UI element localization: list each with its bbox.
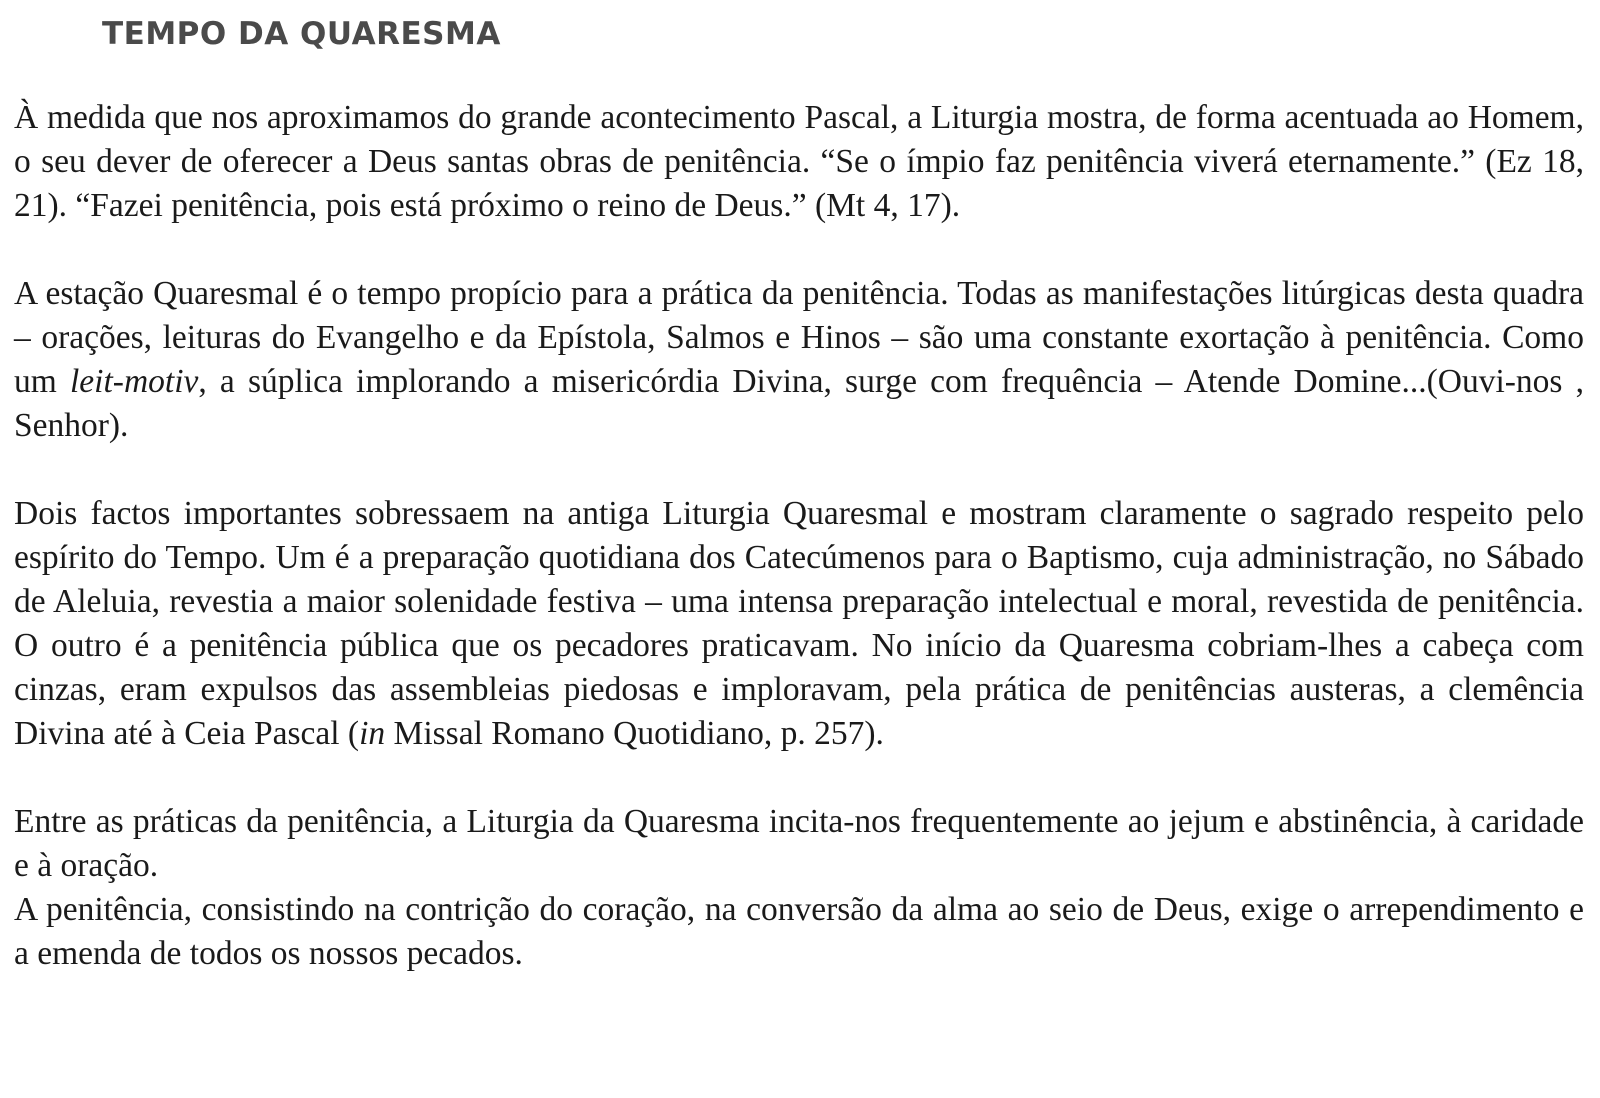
paragraph-text: Dois factos importantes sobressaem na antiga Liturgia Quaresmal e mostram claramente o sagrado respeito pelo espírito do Tempo. Um é a preparação quotidiana dos Catecúmenos para o Baptismo, cuja administração, no Sábado de Aleluia, revestia a maior solenidade festiva – uma intensa preparação intelectual e moral, revestida de penitência. O outro é a penitência pública que os pecadores praticavam. No início da Quaresma cobriam-lhes a cabeça com cinzas, eram expulsos das assembleias piedosas e imploravam, pela prática de penitências austeras, a clemência Divina até à Ceia Pascal ( [14, 495, 1584, 752]
paragraph-intro: À medida que nos aproximamos do grande acontecimento Pascal, a Liturgia mostra, de forma acentuada ao Homem, o seu dever de oferecer a Deus santas obras de penitência. “Se o ímpio faz penitência viverá eternamente.” (Ez 18, 21). “Fazei penitência, pois está próximo o reino de Deus.” (Mt 4, 17). [14, 99, 1584, 224]
paragraph-text: , a súplica implorando a misericórdia Divina, surge com frequência – Atende Domine...(Ouvi-nos , Senhor). [14, 363, 1585, 444]
paragraph-ancient-liturgy [14, 492, 1584, 756]
italic-term: in [359, 715, 386, 752]
paragraph-text: Missal Romano Quotidiano, p. 257). [385, 715, 884, 752]
paragraph-penance: A penitência, consistindo na contrição do coração, na conversão da alma ao seio de Deus, exige o arrependimento e a emenda de todos os nossos pecados. [14, 891, 1584, 972]
document-page [14, 0, 1584, 976]
italic-term: leit-motiv [70, 363, 199, 400]
paragraph-lent-season [14, 272, 1584, 448]
page-title: TEMPO DA QUARESMA [102, 16, 501, 52]
paragraph-practices: Entre as práticas da penitência, a Liturgia da Quaresma incita-nos frequentemente ao jejum e abstinência, à caridade e à oração. [14, 803, 1584, 884]
paragraph-text: A estação Quaresmal é o tempo propício para a prática da penitência. Todas as manifestações litúrgicas desta quadra – orações, leituras do Evangelho e da Epístola, Salmos e Hinos – são uma constante exortação à penitência. Como um [14, 275, 1584, 400]
